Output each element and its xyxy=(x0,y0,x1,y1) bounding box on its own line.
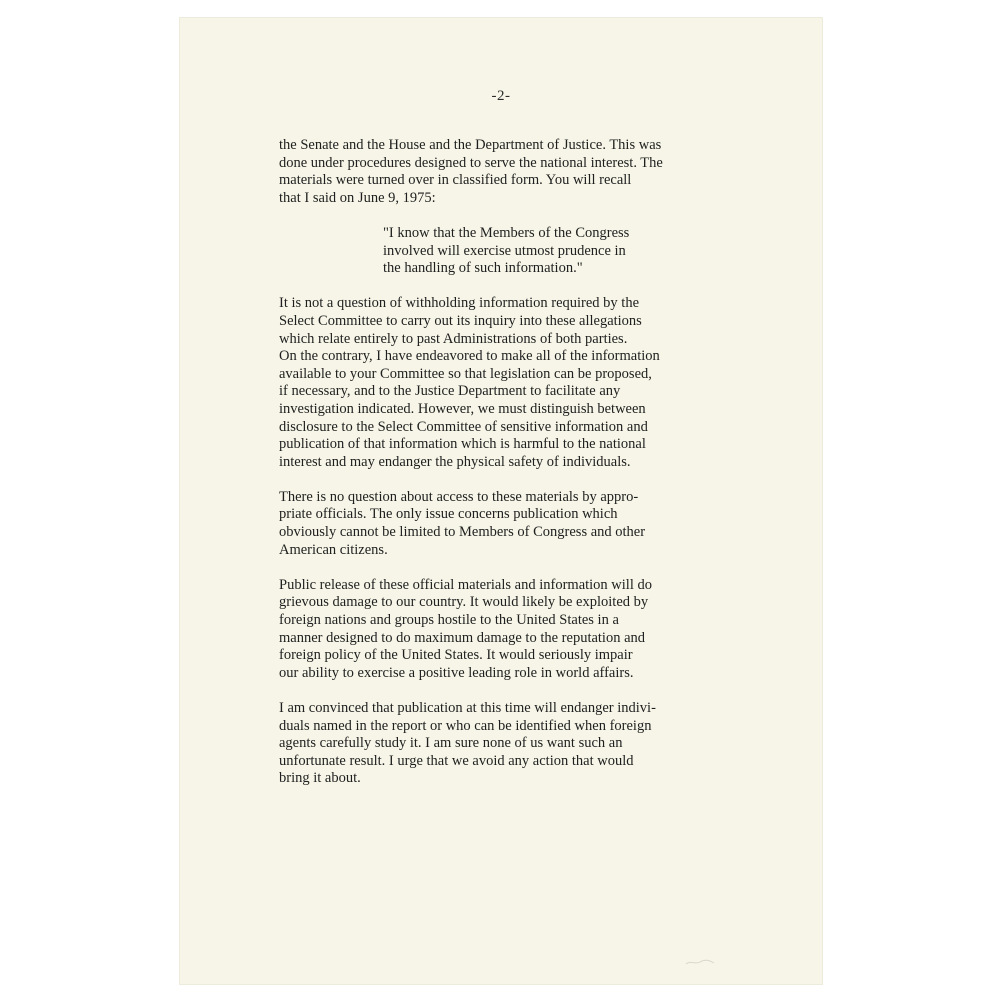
paragraph-continuation xyxy=(279,137,779,207)
text-line: investigation indicated. However, we must distinguish between xyxy=(279,400,646,417)
text-line: foreign policy of the United States. It would seriously impair xyxy=(279,647,633,664)
text-line: manner designed to do maximum damage to the reputation and xyxy=(279,629,646,646)
quoted-statement xyxy=(383,225,779,278)
text-line: our ability to exercise a positive leading role in world affairs. xyxy=(279,664,634,681)
document-page xyxy=(180,18,822,984)
paragraph-withholding xyxy=(279,295,779,471)
text-line: agents carefully study it. I am sure none of us want such an xyxy=(279,735,623,752)
text-line: On the contrary, I have endeavored to make all of the information xyxy=(279,348,660,365)
text-line: There is no question about access to these materials by appro- xyxy=(279,488,639,505)
text-line: interest and may endanger the physical safety of individuals. xyxy=(279,453,631,470)
text-line: It is not a question of withholding information required by the xyxy=(279,295,640,312)
pencil-mark xyxy=(685,958,715,966)
text-line: duals named in the report or who can be identified when foreign xyxy=(279,717,652,734)
text-line: Select Committee to carry out its inquiry into these allegations xyxy=(279,312,642,329)
text-line: available to your Committee so that legislation can be proposed, xyxy=(279,365,652,382)
text-line: I am convinced that publication at this time will endanger indivi- xyxy=(279,700,656,716)
text-line: American citizens. xyxy=(279,541,388,558)
text-line: priate officials. The only issue concerns publication which xyxy=(279,506,618,523)
paragraph-access xyxy=(279,489,779,559)
paragraph-convinced xyxy=(279,700,779,788)
text-line: done under procedures designed to serve the national interest. The xyxy=(279,154,663,171)
text-line: which relate entirely to past Administrations of both parties. xyxy=(279,330,628,347)
text-line: grievous damage to our country. It would likely be exploited by xyxy=(279,594,649,611)
text-line: Public release of these official materials and information will do xyxy=(279,576,652,593)
text-line: the Senate and the House and the Department of Justice. This was xyxy=(279,137,662,153)
page-number: -2- xyxy=(491,88,511,104)
text-line: obviously cannot be limited to Members of Congress and other xyxy=(279,524,646,541)
letter-body xyxy=(279,137,779,788)
text-line: disclosure to the Select Committee of sensitive information and xyxy=(279,418,648,435)
quote-line: the handling of such information." xyxy=(383,260,583,277)
text-line: publication of that information which is harmful to the national xyxy=(279,436,646,453)
text-line: bring it about. xyxy=(279,770,361,787)
text-line: unfortunate result. I urge that we avoid any action that would xyxy=(279,752,634,769)
paragraph-public-release xyxy=(279,577,779,683)
text-line: materials were turned over in classified form. You will recall xyxy=(279,172,632,189)
text-line: if necessary, and to the Justice Department to facilitate any xyxy=(279,383,621,400)
quote-line: "I know that the Members of the Congress xyxy=(383,224,630,241)
text-line: that I said on June 9, 1975: xyxy=(279,189,436,206)
quote-line: involved will exercise utmost prudence in xyxy=(383,242,626,259)
text-line: foreign nations and groups hostile to the United States in a xyxy=(279,612,619,629)
